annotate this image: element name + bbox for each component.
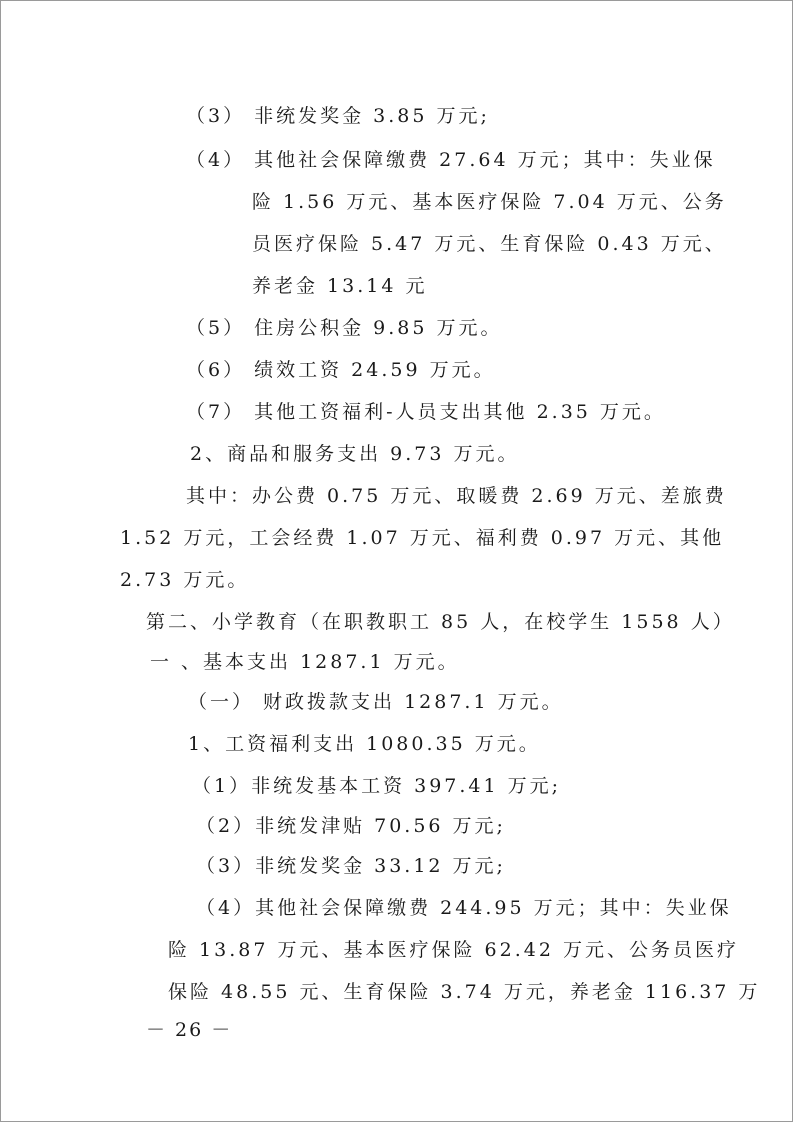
text-line-5: 养老金 13.14 元 <box>252 275 428 297</box>
text-line-19: （3）非统发奖金 33.12 万元; <box>196 855 506 877</box>
text-line-10: 其中：办公费 0.75 万元、取暖费 2.69 万元、差旅费 <box>186 485 727 507</box>
text-line-3: 险 1.56 万元、基本医疗保险 7.04 万元、公务 <box>252 191 727 213</box>
text-line-18: （2）非统发津贴 70.56 万元; <box>196 815 506 837</box>
text-line-4: 员医疗保险 5.47 万元、生育保险 0.43 万元、 <box>252 233 727 255</box>
text-line-22: 保险 48.55 元、生育保险 3.74 万元，养老金 116.37 万 <box>168 981 761 1003</box>
text-line-2: （4） 其他社会保障缴费 27.64 万元；其中：失业保 <box>186 149 716 171</box>
text-line-8: （7） 其他工资福利-人员支出其他 2.35 万元。 <box>186 401 666 423</box>
text-line-17: （1）非统发基本工资 397.41 万元; <box>192 775 562 797</box>
page-number: － 26 － <box>146 1019 233 1041</box>
text-line-12: 2.73 万元。 <box>120 569 250 591</box>
text-line-9: 2、商品和服务支出 9.73 万元。 <box>190 443 520 465</box>
text-line-20: （4）其他社会保障缴费 244.95 万元；其中：失业保 <box>196 897 732 919</box>
text-line-6: （5） 住房公积金 9.85 万元。 <box>186 317 503 339</box>
text-line-15: （一） 财政拨款支出 1287.1 万元。 <box>188 691 564 713</box>
text-line-16: 1、工资福利支出 1080.35 万元。 <box>188 733 541 755</box>
section-heading-primary-education: 第二、小学教育（在职教职工 85 人，在校学生 1558 人） <box>146 611 735 633</box>
text-line-1: （3） 非统发奖金 3.85 万元; <box>186 105 490 127</box>
text-line-21: 险 13.87 万元、基本医疗保险 62.42 万元、公务员医疗 <box>168 939 739 961</box>
text-line-7: （6） 绩效工资 24.59 万元。 <box>186 359 496 381</box>
text-line-14: 一 、基本支出 1287.1 万元。 <box>150 651 460 673</box>
text-line-11: 1.52 万元，工会经费 1.07 万元、福利费 0.97 万元、其他 <box>120 527 725 549</box>
